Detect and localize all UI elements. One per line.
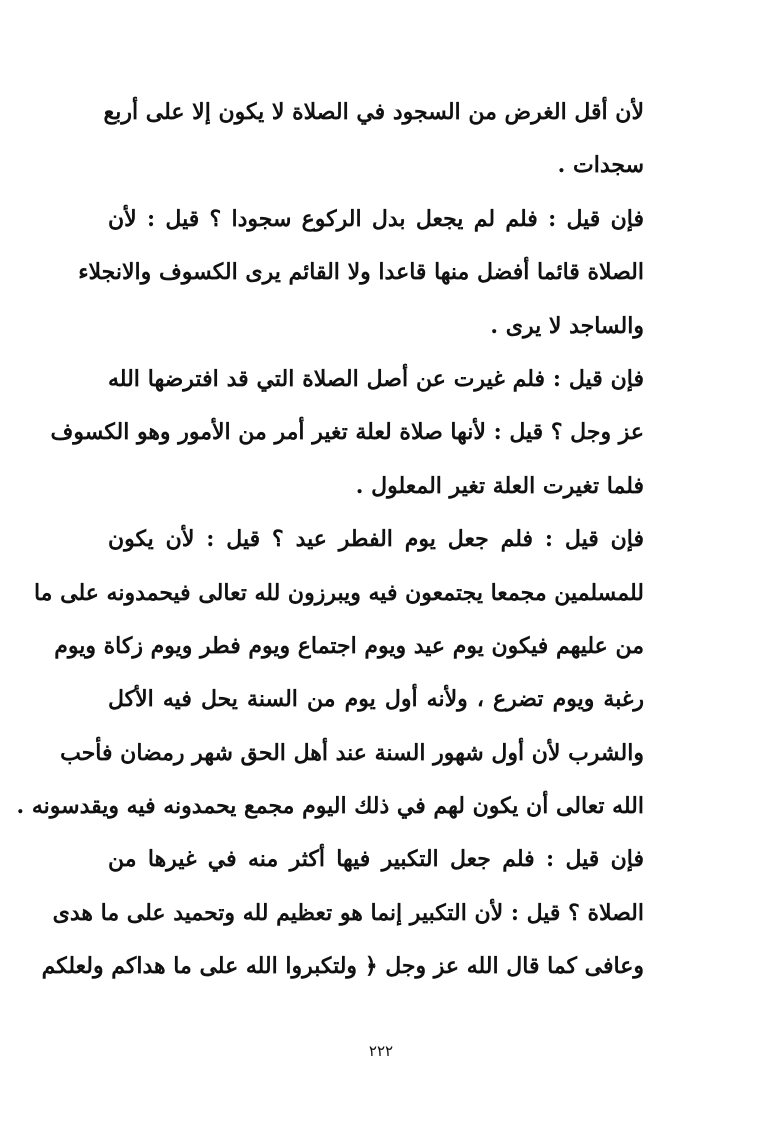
text-line: عز وجل ؟ قيل : لأنها صلاة لعلة تغير أمر من الأمور وهو الكسوف (50, 419, 644, 446)
page-number: ٢٢٢ (368, 1042, 394, 1060)
text-line: الله تعالى أن يكون لهم في ذلك اليوم مجمع يحمدونه فيه ويقدسونه . (16, 793, 644, 820)
text-line: الصلاة ؟ قيل : لأن التكبير إنما هو تعظيم لله وتحميد على ما هدى (52, 899, 644, 926)
text-line: من عليهم فيكون يوم عيد ويوم اجتماع ويوم فطر ويوم زكاة ويوم (54, 632, 644, 659)
text-line: والشرب لأن أول شهور السنة عند أهل الحق شهر رمضان فأحب (60, 739, 644, 766)
text-line: فإن قيل : فلم جعل التكبير فيها أكثر منه في غيرها من (108, 846, 644, 873)
body-text (16, 86, 644, 994)
text-line: وعافى كما قال الله عز وجل ﴿ ولتكبروا الله على ما هداكم ولعلكم (41, 953, 644, 980)
text-line: للمسلمين مجمعا يجتمعون فيه ويبرزون لله تعالى فيحمدونه على ما (33, 579, 644, 606)
text-line: فلما تغيرت العلة تغير المعلول . (355, 472, 644, 499)
text-line: لأن أقل الغرض من السجود في الصلاة لا يكون إلا على أربع (103, 99, 644, 125)
text-line: رغبة ويوم تضرع ، ولأنه أول يوم من السنة يحل فيه الأكل (108, 686, 644, 713)
text-line: الصلاة قائما أفضل منها قاعدا ولا القائم يرى الكسوف والانجلاء (78, 259, 644, 286)
text-line: والساجد لا يرى . (490, 312, 644, 339)
text-line: فإن قيل : فلم غيرت عن أصل الصلاة التي قد افترضها الله (108, 365, 644, 392)
text-line: فإن قيل : فلم جعل يوم الفطر عيد ؟ قيل : لأن يكون (108, 526, 644, 553)
text-line: فإن قيل : فلم لم يجعل بدل الركوع سجودا ؟ قيل : لأن (108, 205, 644, 232)
text-line: سجدات . (557, 152, 644, 179)
